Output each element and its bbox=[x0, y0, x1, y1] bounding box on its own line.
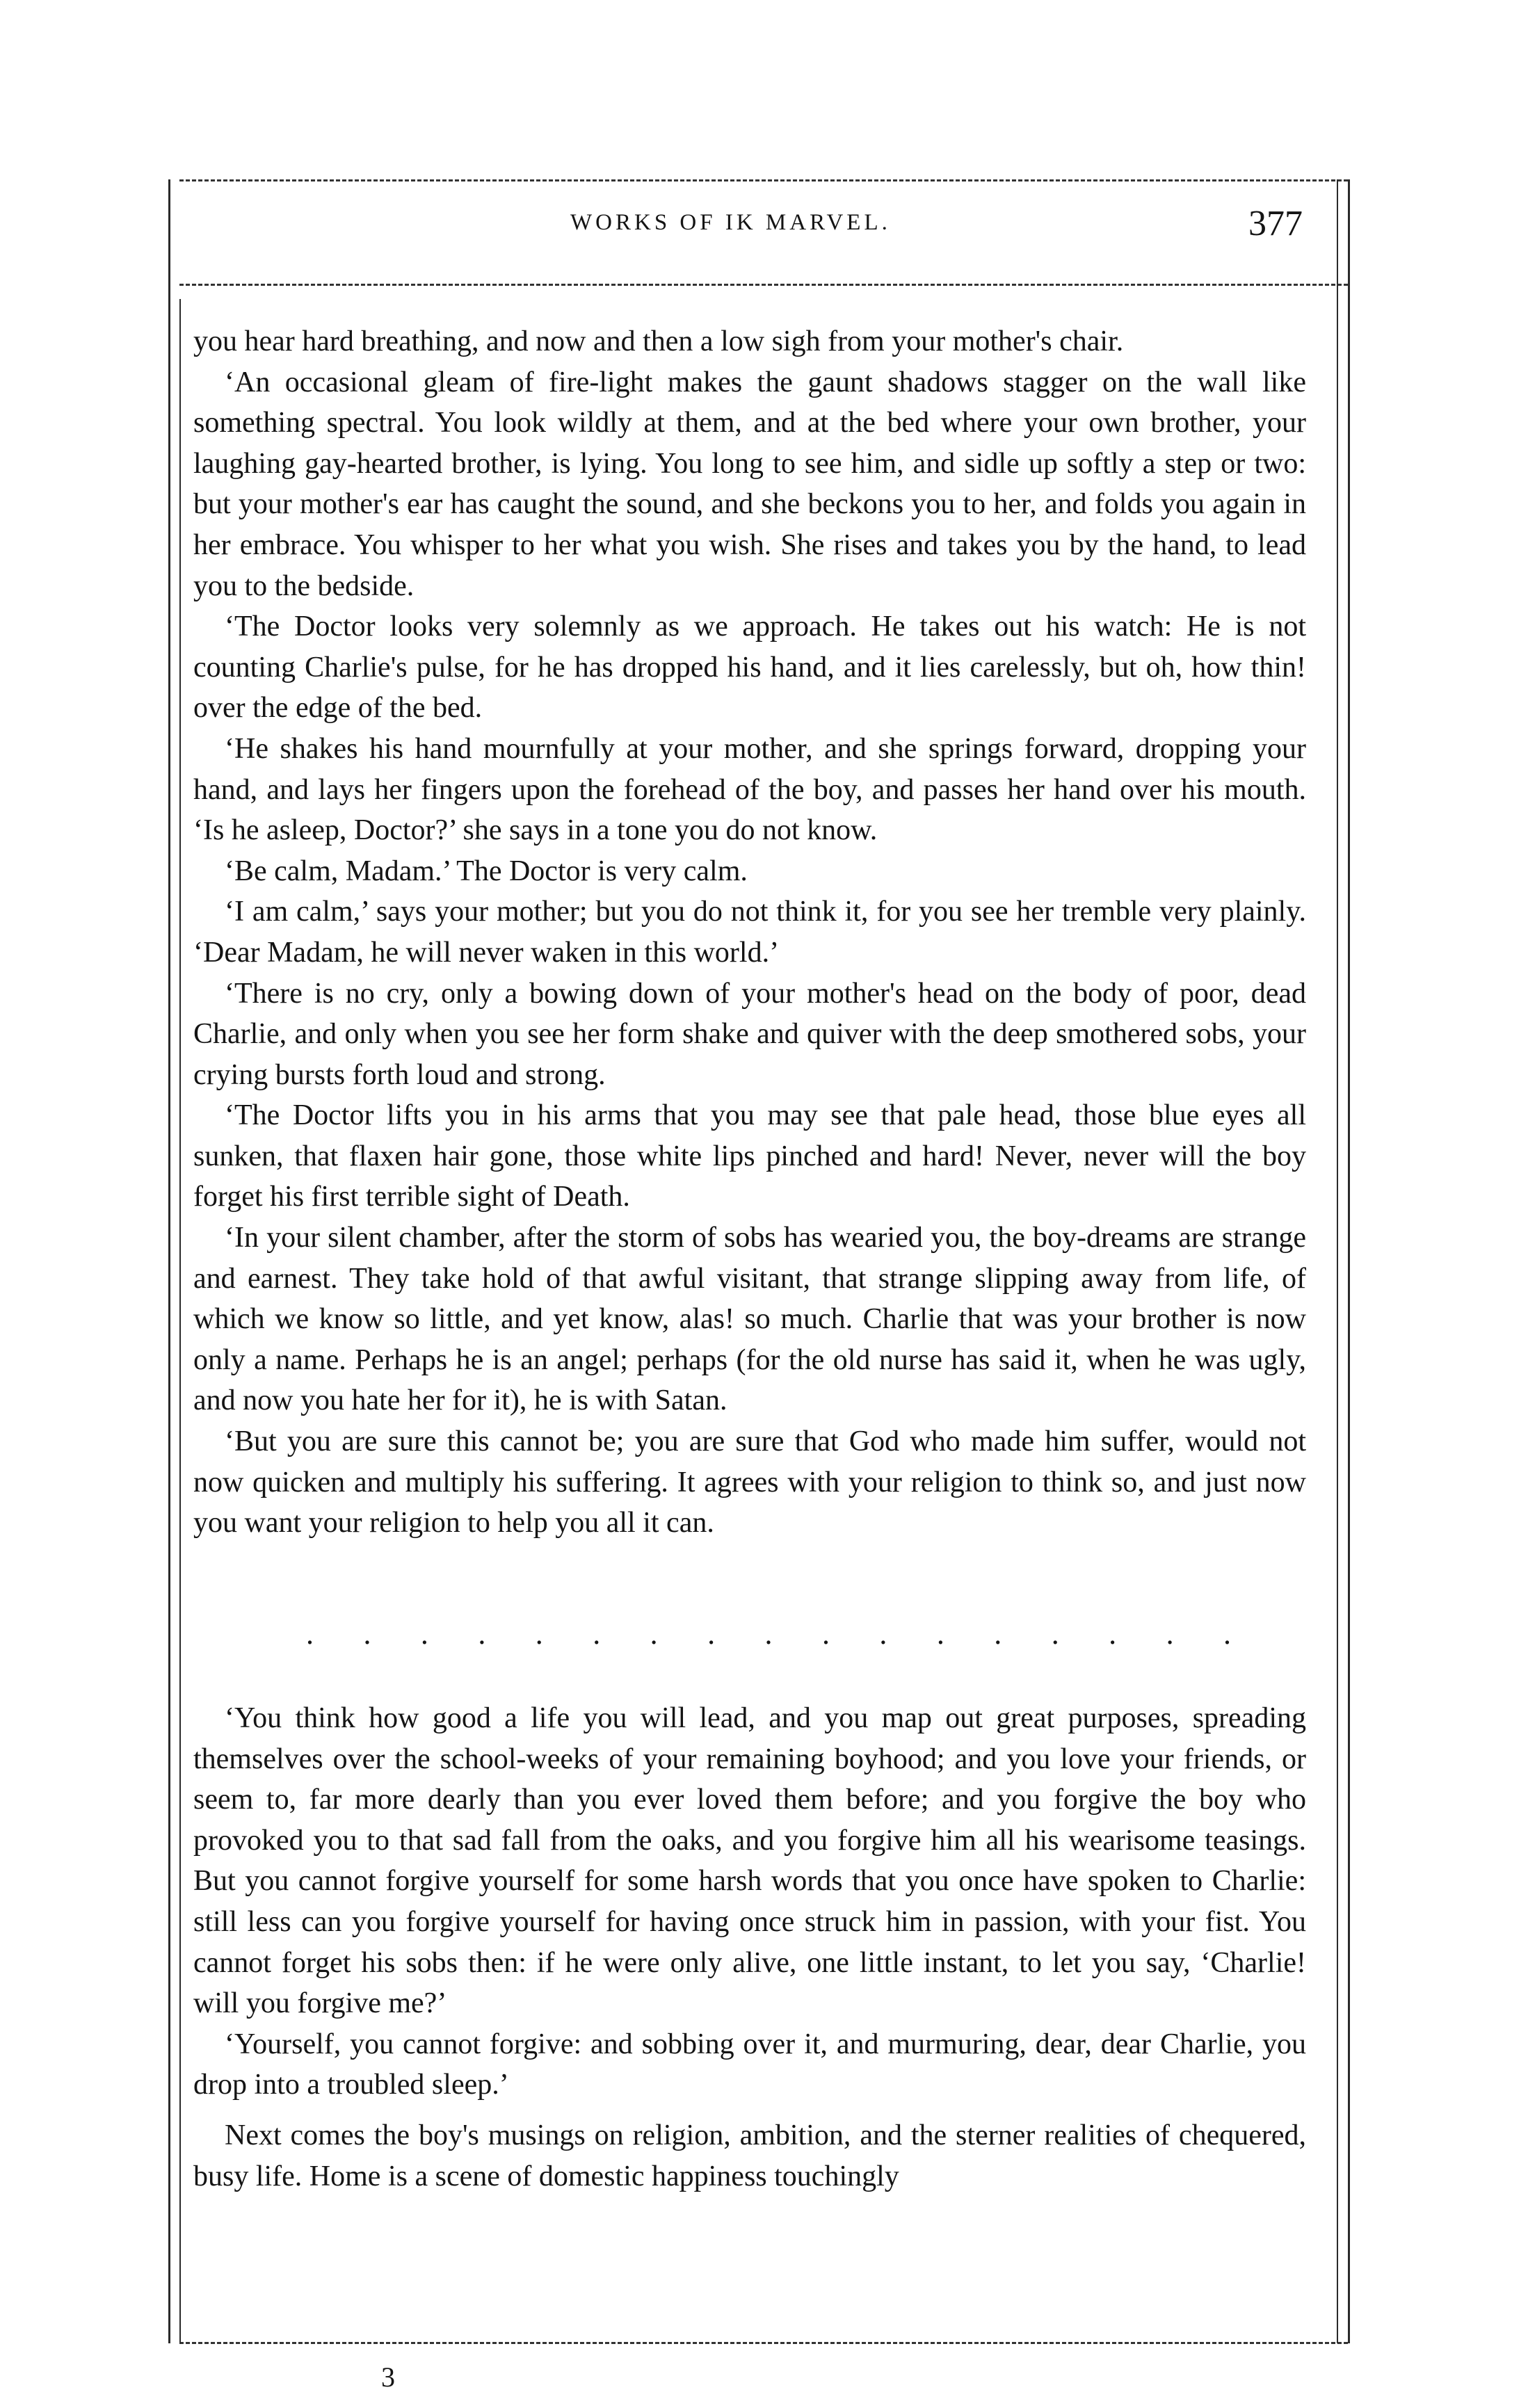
paragraph: ‘You think how good a life you will lead, and you map out great purposes, spreading themselves over the school-weeks of your remaining boyhood; and you love your friends, or seem to, far more dearly than you ever loved them before; and you forgive the boy who provoked you to that sad fall from the oaks, and you forgive him all his wearisome teasings. But you cannot forgive yourself for some harsh words that you once have spoken to Charlie: still less can you forgive yourself for having once struck him in passion, with your fist. You cannot forget his sobs then: if he were only alive, one little instant, to let you say, ‘Charlie! will you forgive me?’ bbox=[193, 1702, 1306, 2020]
paragraph: ‘There is no cry, only a bowing down of your mother's head on the body of poor, dead Charlie, and only when you see her form shake and quiver with the deep smothered sobs, your crying bursts forth loud and strong. bbox=[193, 977, 1306, 1091]
paragraph: Next comes the boy's musings on religion, ambition, and the sterner realities of chequered, busy life. Home is a scene of domestic happiness touchingly bbox=[193, 2119, 1306, 2192]
paragraph: ‘An occasional gleam of fire-light makes the gaunt shadows stagger on the wall like something spectral. You look wildly at them, and at the bed where your own brother, your laughing gay-hearted brother, is lying. You long to see him, and sidle up softly a step or two: but your mother's ear has caught the sound, and she beckons you to her, and folds you again in her embrace. You whisper to her what you wish. She rises and takes you by the hand, to lead you to the bedside. bbox=[193, 366, 1306, 602]
text-block-upper bbox=[193, 321, 1306, 1544]
running-title: WORKS OF IK MARVEL. bbox=[570, 210, 891, 235]
top-border-rule bbox=[179, 179, 1348, 181]
paragraph: ‘I am calm,’ says your mother; but you do not think it, for you see her tremble very plainly. ‘Dear Madam, he will never waken in this world.’ bbox=[193, 896, 1306, 969]
page-number: 377 bbox=[1248, 204, 1303, 243]
paragraph: ‘The Doctor looks very solemnly as we approach. He takes out his watch: He is not counting Charlie's pulse, for he has dropped his hand, and it lies carelessly, but oh, how thin! over the edge of the bed. bbox=[193, 611, 1306, 725]
paragraph: ‘In your silent chamber, after the storm of sobs has wearied you, the boy-dreams are strange and earnest. They take hold of that awful visitant, that strange slipping away from life, of which we know so little, and yet know, alas! so much. Charlie that was your brother is now only a name. Perhaps he is an angel; perhaps (for the old nurse has said it, when he was ugly, and now you hate her for it), he is with Satan. bbox=[193, 1222, 1306, 1417]
paragraph: ‘Yourself, you cannot forgive: and sobbing over it, and murmuring, dear, dear Charlie, you drop into a troubled sleep.’ bbox=[193, 2028, 1306, 2101]
signature-mark: 3 bbox=[381, 2361, 395, 2393]
right-border-rule-inner bbox=[1337, 179, 1338, 2343]
section-separator-dots: . . . . . . . . . . . . . . . . . bbox=[306, 1617, 1231, 1651]
paragraph: ‘He shakes his hand mournfully at your mother, and she springs forward, dropping your hand, and lays her fingers upon the forehead of the boy, and passes her hand over his mouth. ‘Is he asleep, Doctor?’ she says in a tone you do not know. bbox=[193, 732, 1306, 847]
paragraph: you hear hard breathing, and now and then a low sigh from your mother's chair. bbox=[193, 325, 1124, 357]
paragraph: ‘The Doctor lifts you in his arms that you may see that pale head, those blue eyes all sunken, that flaxen hair gone, those white lips pinched and hard! Never, never will the boy forget his first terrible sight of Death. bbox=[193, 1099, 1306, 1213]
left-border-rule bbox=[168, 179, 170, 2343]
paragraph: ‘But you are sure this cannot be; you are sure that God who made him suffer, would not now quicken and multiply his suffering. It agrees with your religion to think so, and just now you want your religion to help you all it can. bbox=[193, 1425, 1306, 1540]
right-border-rule bbox=[1348, 179, 1350, 2343]
left-border-rule-inner bbox=[179, 299, 181, 2343]
header-underline-rule bbox=[179, 284, 1348, 286]
paragraph: ‘Be calm, Madam.’ The Doctor is very calm. bbox=[225, 855, 748, 887]
bottom-border-rule bbox=[179, 2342, 1348, 2344]
text-block-lower bbox=[193, 1698, 1306, 2197]
